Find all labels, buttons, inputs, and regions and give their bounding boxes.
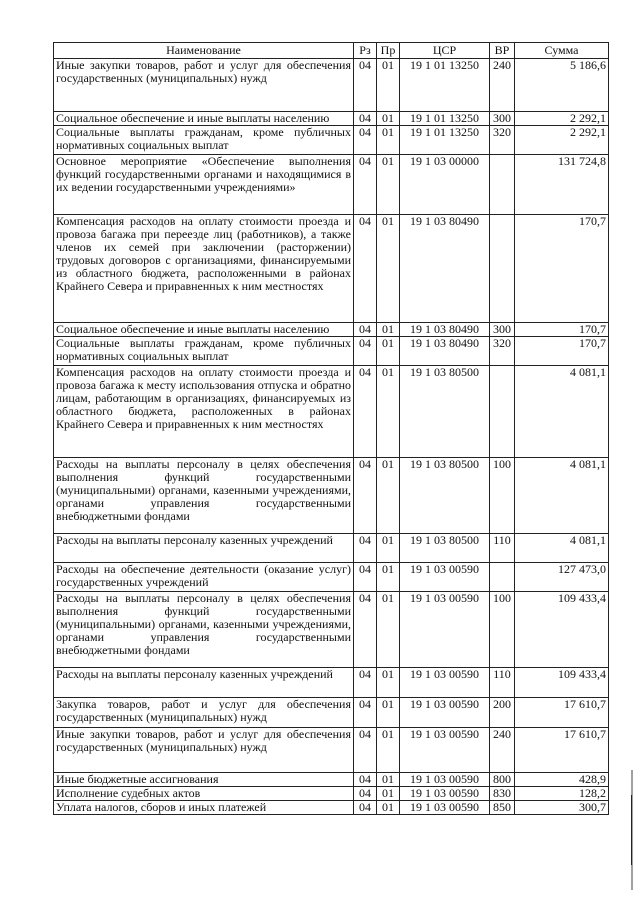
row-csr: 19 1 03 80500 [400, 458, 490, 534]
row-rz: 04 [354, 112, 377, 126]
row-rz: 04 [354, 563, 377, 592]
row-pr: 01 [377, 728, 400, 773]
row-sum: 127 473,0 [515, 563, 609, 592]
row-vr: 300 [490, 323, 515, 337]
row-pr: 01 [377, 787, 400, 801]
row-sum: 128,2 [515, 787, 609, 801]
table-row [54, 592, 609, 668]
row-rz: 04 [354, 801, 377, 815]
table-row [54, 698, 609, 728]
row-sum: 109 433,4 [515, 592, 609, 668]
row-vr: 100 [490, 592, 515, 668]
row-rz: 04 [354, 668, 377, 698]
row-csr: 19 1 03 00590 [400, 668, 490, 698]
row-rz: 04 [354, 698, 377, 728]
row-rz: 04 [354, 534, 377, 563]
table-row [54, 801, 609, 815]
row-vr [490, 155, 515, 215]
table-row [54, 112, 609, 126]
table-row [54, 534, 609, 563]
table-row [54, 337, 609, 366]
row-name: Иные бюджетные ассигнования [54, 773, 354, 787]
table-row [54, 155, 609, 215]
row-pr: 01 [377, 773, 400, 787]
row-rz: 04 [354, 155, 377, 215]
row-pr: 01 [377, 337, 400, 366]
row-name: Расходы на выплаты персоналу в целях обеспечения выполнения функций государственными (муниципальными) органами, казенными учреждениями, органами управления государственными внебюджетными фондами [54, 592, 354, 668]
row-vr: 200 [490, 698, 515, 728]
row-sum: 17 610,7 [515, 698, 609, 728]
row-rz: 04 [354, 592, 377, 668]
row-pr: 01 [377, 563, 400, 592]
row-name: Расходы на выплаты персоналу казенных учреждений [54, 534, 354, 563]
row-rz: 04 [354, 59, 377, 112]
row-csr: 19 1 03 00590 [400, 698, 490, 728]
row-pr: 01 [377, 366, 400, 458]
row-name: Социальное обеспечение и иные выплаты населению [54, 112, 354, 126]
row-name: Иные закупки товаров, работ и услуг для обеспечения государственных (муниципальных) нужд [54, 59, 354, 112]
table-row [54, 366, 609, 458]
row-pr: 01 [377, 155, 400, 215]
row-pr: 01 [377, 592, 400, 668]
row-sum: 170,7 [515, 337, 609, 366]
row-name: Иные закупки товаров, работ и услуг для обеспечения государственных (муниципальных) нужд [54, 728, 354, 773]
row-csr: 19 1 03 80490 [400, 215, 490, 323]
row-vr: 300 [490, 112, 515, 126]
row-csr: 19 1 03 80500 [400, 366, 490, 458]
row-sum: 4 081,1 [515, 458, 609, 534]
row-csr: 19 1 01 13250 [400, 126, 490, 155]
header-name: Наименование [54, 43, 354, 59]
row-sum: 170,7 [515, 323, 609, 337]
row-sum: 131 724,8 [515, 155, 609, 215]
table-header-row [54, 43, 609, 59]
row-sum: 109 433,4 [515, 668, 609, 698]
row-vr [490, 366, 515, 458]
row-csr: 19 1 03 80490 [400, 323, 490, 337]
table-row [54, 668, 609, 698]
row-rz: 04 [354, 787, 377, 801]
row-vr: 110 [490, 668, 515, 698]
table-row [54, 59, 609, 112]
row-name: Социальные выплаты гражданам, кроме публичных нормативных социальных выплат [54, 337, 354, 366]
table-row [54, 458, 609, 534]
row-name: Уплата налогов, сборов и иных платежей [54, 801, 354, 815]
row-rz: 04 [354, 773, 377, 787]
row-pr: 01 [377, 112, 400, 126]
row-name: Исполнение судебных актов [54, 787, 354, 801]
row-rz: 04 [354, 337, 377, 366]
row-vr: 100 [490, 458, 515, 534]
table-row [54, 728, 609, 773]
table-row [54, 773, 609, 787]
row-name: Социальные выплаты гражданам, кроме публичных нормативных социальных выплат [54, 126, 354, 155]
row-pr: 01 [377, 801, 400, 815]
row-pr: 01 [377, 458, 400, 534]
row-name: Закупка товаров, работ и услуг для обеспечения государственных (муниципальных) нужд [54, 698, 354, 728]
row-csr: 19 1 03 00590 [400, 728, 490, 773]
row-sum: 428,9 [515, 773, 609, 787]
row-vr: 240 [490, 728, 515, 773]
row-csr: 19 1 03 80490 [400, 337, 490, 366]
row-name: Социальное обеспечение и иные выплаты населению [54, 323, 354, 337]
row-sum: 170,7 [515, 215, 609, 323]
row-vr: 830 [490, 787, 515, 801]
row-name: Расходы на выплаты персоналу казенных учреждений [54, 668, 354, 698]
row-rz: 04 [354, 126, 377, 155]
header-vr: ВР [490, 43, 515, 59]
row-rz: 04 [354, 458, 377, 534]
row-pr: 01 [377, 323, 400, 337]
row-csr: 19 1 01 13250 [400, 59, 490, 112]
header-csr: ЦСР [400, 43, 490, 59]
budget-table [53, 42, 609, 815]
row-sum: 2 292,1 [515, 126, 609, 155]
row-sum: 17 610,7 [515, 728, 609, 773]
row-rz: 04 [354, 366, 377, 458]
row-sum: 2 292,1 [515, 112, 609, 126]
row-sum: 4 081,1 [515, 534, 609, 563]
row-vr: 110 [490, 534, 515, 563]
row-name: Компенсация расходов на оплату стоимости проезда и провоза багажа к месту использования отпуска и обратно лицам, работающим в организациях, финансируемых из областного бюджета, расположенных в районах Крайнего Севера и приравненных к ним местностях [54, 366, 354, 458]
row-name: Основное мероприятие «Обеспечение выполнения функций государственными органами и находящимися в их ведении государственными учреждениями» [54, 155, 354, 215]
table-row [54, 563, 609, 592]
row-csr: 19 1 03 80500 [400, 534, 490, 563]
row-pr: 01 [377, 215, 400, 323]
row-rz: 04 [354, 323, 377, 337]
table-row [54, 787, 609, 801]
row-csr: 19 1 03 00590 [400, 592, 490, 668]
row-csr: 19 1 03 00590 [400, 563, 490, 592]
table-row [54, 323, 609, 337]
row-vr: 320 [490, 126, 515, 155]
row-csr: 19 1 03 00590 [400, 787, 490, 801]
header-sum: Сумма [515, 43, 609, 59]
row-csr: 19 1 01 13250 [400, 112, 490, 126]
header-pr: Пр [377, 43, 400, 59]
row-csr: 19 1 03 00000 [400, 155, 490, 215]
row-name: Расходы на выплаты персоналу в целях обеспечения выполнения функций государственными (муниципальными) органами, казенными учреждениями, органами управления государственными внебюджетными фондами [54, 458, 354, 534]
row-pr: 01 [377, 126, 400, 155]
row-pr: 01 [377, 59, 400, 112]
row-pr: 01 [377, 534, 400, 563]
table-row [54, 215, 609, 323]
row-csr: 19 1 03 00590 [400, 801, 490, 815]
scan-edge-mark [631, 795, 632, 865]
row-pr: 01 [377, 668, 400, 698]
row-sum: 4 081,1 [515, 366, 609, 458]
row-rz: 04 [354, 728, 377, 773]
row-vr: 240 [490, 59, 515, 112]
row-csr: 19 1 03 00590 [400, 773, 490, 787]
row-sum: 5 186,6 [515, 59, 609, 112]
row-vr: 800 [490, 773, 515, 787]
row-sum: 300,7 [515, 801, 609, 815]
row-name: Расходы на обеспечение деятельности (оказание услуг) государственных учреждений [54, 563, 354, 592]
row-name: Компенсация расходов на оплату стоимости проезда и провоза багажа при переезде лиц (работников), а также членов их семей при заключении (расторжении) трудовых договоров с организациями, финансируемыми из областного бюджета, расположенными в районах Крайнего Севера и приравненных к ним местностях [54, 215, 354, 323]
row-rz: 04 [354, 215, 377, 323]
row-pr: 01 [377, 698, 400, 728]
row-vr [490, 563, 515, 592]
table-row [54, 126, 609, 155]
header-rz: Рз [354, 43, 377, 59]
row-vr [490, 215, 515, 323]
row-vr: 850 [490, 801, 515, 815]
row-vr: 320 [490, 337, 515, 366]
